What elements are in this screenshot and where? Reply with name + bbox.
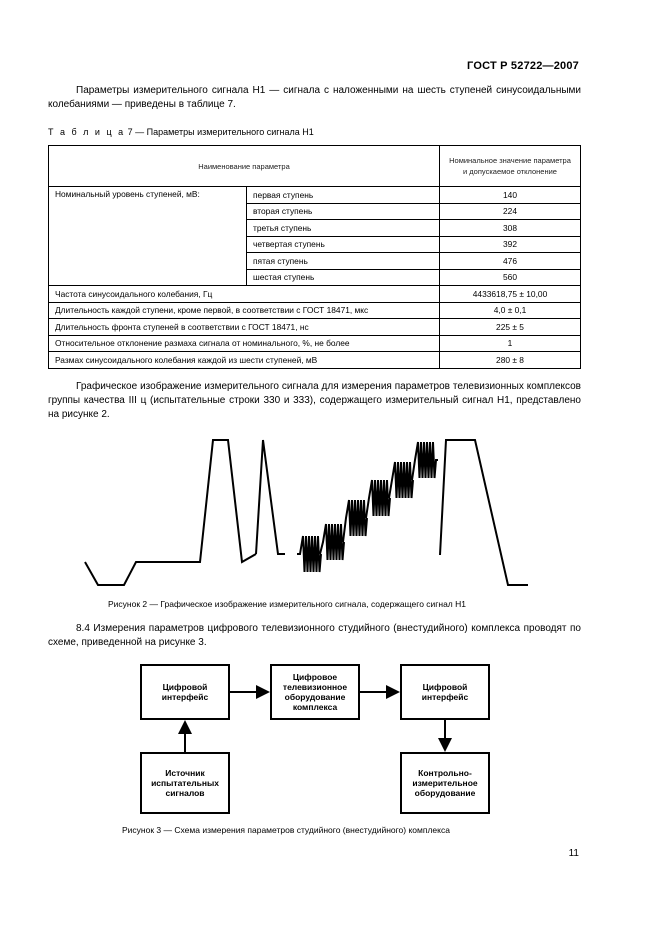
parameter-value-cell: 225 ± 5 — [440, 319, 581, 336]
parameter-value-cell: 280 ± 8 — [440, 352, 581, 369]
step-value-cell: 140 — [440, 187, 581, 204]
waveform-step-4 — [366, 480, 390, 518]
step-value-cell: 560 — [440, 269, 581, 286]
parameter-name-cell: Длительность фронта ступеней в соответствии с ГОСТ 18471, нс — [49, 319, 440, 336]
digital-interface-output-block: Цифровой интерфейс — [400, 664, 490, 720]
parameter-name-cell: Размах синусоидального колебания каждой из шести ступеней, мВ — [49, 352, 440, 369]
waveform-triangle-pulse — [256, 440, 285, 554]
column-header-value: Номинальное значение параметра и допускаемое отклонение — [440, 146, 581, 187]
table-row — [49, 335, 581, 352]
level-label-cell: Номинальный уровень ступеней, мВ: — [49, 187, 247, 286]
waveform-step-1 — [297, 536, 321, 572]
parameter-name-cell: Относительное отклонение размаха сигнала от номинального, %, не более — [49, 335, 440, 352]
step-name-cell: пятая ступень — [247, 253, 440, 270]
figure3-caption: Рисунок 3 — Схема измерения параметров студийного (внестудийного) комплекса — [122, 825, 450, 835]
measurement-equipment-block: Контрольно-измерительное оборудование — [400, 752, 490, 814]
parameter-name-cell: Длительность каждой ступени, кроме первой, в соответствии с ГОСТ 18471, мкс — [49, 302, 440, 319]
step-name-cell: вторая ступень — [247, 203, 440, 220]
waveform-bar-pulse — [85, 440, 256, 585]
tv-equipment-block: Цифровое телевизионное оборудование комплекса — [270, 664, 360, 720]
parameters-table — [48, 145, 581, 369]
table-caption — [48, 127, 314, 137]
table-caption-label: Т а б л и ц а — [48, 127, 126, 137]
table-step-row — [49, 187, 581, 204]
waveform-end-pulse — [440, 440, 528, 585]
parameter-name-cell: Частота синусоидального колебания, Гц — [49, 286, 440, 303]
step-value-cell: 224 — [440, 203, 581, 220]
table-row — [49, 352, 581, 369]
waveform-step-6 — [412, 442, 438, 480]
waveform-step-2 — [320, 524, 344, 560]
table-caption-text: 7 — Параметры измерительного сигнала Н1 — [125, 127, 314, 137]
step-name-cell: третья ступень — [247, 220, 440, 237]
figure3-intro-paragraph: 8.4 Измерения параметров цифрового телевизионного студийного (внестудийного) комплекса проводят по схеме, приведенной на рисунке 3. — [48, 623, 581, 648]
parameter-value-cell: 4,0 ± 0,1 — [440, 302, 581, 319]
step-name-cell: первая ступень — [247, 187, 440, 204]
page-number: 11 — [568, 848, 579, 859]
waveform-step-3 — [343, 500, 367, 542]
step-name-cell: шестая ступень — [247, 269, 440, 286]
table-row — [49, 302, 581, 319]
digital-interface-input-block: Цифровой интерфейс — [140, 664, 230, 720]
step-value-cell: 476 — [440, 253, 581, 270]
parameter-value-cell: 4433618,75 ± 10,00 — [440, 286, 581, 303]
step-name-cell: четвертая ступень — [247, 236, 440, 253]
step-value-cell: 392 — [440, 236, 581, 253]
waveform-step-5 — [389, 462, 413, 498]
document-code: ГОСТ Р 52722—2007 — [467, 60, 579, 72]
figure2-intro-paragraph: Графическое изображение измерительного сигнала для измерения параметров телевизионных комплексов группы качества III ц (испытательные строки 330 и 333), содержащего измерительный сигнал Н1, представлено на рисунке 2. — [48, 381, 581, 420]
table-row — [49, 319, 581, 336]
column-header-parameter: Наименование параметра — [49, 146, 440, 187]
step-value-cell: 308 — [440, 220, 581, 237]
signal-source-block: Источник испытательных сигналов — [140, 752, 230, 814]
signal-waveform-figure — [80, 432, 550, 594]
table-header-row — [49, 146, 581, 187]
parameter-value-cell: 1 — [440, 335, 581, 352]
figure2-caption: Рисунок 2 — Графическое изображение измерительного сигнала, содержащего сигнал Н1 — [108, 599, 466, 609]
table-row — [49, 286, 581, 303]
intro-paragraph: Параметры измерительного сигнала Н1 — сигнала с наложенными на шесть ступеней синусоидальными колебаниями — приведены в таблице 7. — [48, 85, 581, 110]
